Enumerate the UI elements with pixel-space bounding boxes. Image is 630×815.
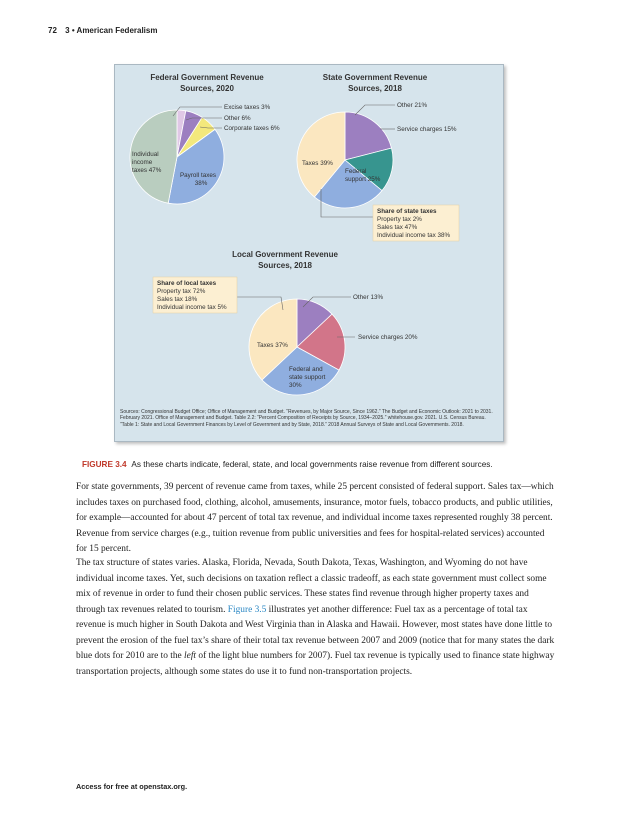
local-share-line-3: Individual income tax 5% [157,304,227,311]
local-share-line-2: Sales tax 18% [157,296,198,303]
revenue-charts [115,65,503,441]
figure-panel [114,64,504,442]
figure-caption [82,460,493,469]
state-federal-label-1: Federal [345,168,367,175]
federal-individual-label-1: Individual [132,151,159,158]
figure-3-5-link[interactable]: Figure 3.5 [227,604,267,615]
federal-title-line1: Federal Government Revenue [150,73,264,82]
federal-chart [130,73,280,204]
state-share-title: Share of state taxes [377,208,437,215]
local-federal-label-3: 30% [289,382,302,389]
chapter-title: 3 • American Federalism [65,26,158,35]
state-title-line1: State Government Revenue [322,73,428,82]
federal-individual-label-3: taxes 47% [132,167,162,174]
page-header [48,26,157,35]
state-title-line2: Sources, 2018 [348,84,402,93]
page-number: 72 [48,26,57,35]
federal-corporate-label: Corporate taxes 6% [224,125,280,132]
figure-caption-text: As these charts indicate, federal, state, and local governments raise revenue from different sources. [131,460,493,469]
local-title-line1: Local Government Revenue [232,250,338,259]
federal-title-line2: Sources, 2020 [180,84,234,93]
local-other-label: Other 13% [353,294,384,301]
federal-payroll-label-2: 38% [194,180,208,187]
local-taxes-label: Taxes 37% [257,342,288,349]
federal-other-label: Other 6% [224,115,251,122]
paragraph-2-part-a: The tax structure of states varies. Alaska, Florida, Nevada, South Dakota, Texas, Washington, and Wyoming do not have individual income taxes. Yet, such decisions on taxation reflect a classic tradeoff, as each state government must collect some mix of revenue in order to fund their chosen public services. These states find revenue through higher property taxes and through tax revenues related to tourism. [76,558,547,615]
paragraph-2-part-c: of the light blue numbers for 2007). Fuel tax revenue is typically used to finance state highway transportation projects, although some states do use it to fund non-transportation projects. [76,651,555,677]
federal-payroll-label-1: Payroll taxes [179,172,217,179]
federal-excise-label: Excise taxes 3% [224,104,271,111]
figure-sources: Sources: Congressional Budget Office; Office of Management and Budget. “Revenues, by Major Source, Since 1962.” The Budget and Economic Outlook: 2021 to 2031. February 2021. Office of Management and Budget. Table 2.2: “Percent Composition of Receipts by Source, 1934–2025.” whitehouse.gov. 2021. U.S. Census Bureau. “Table 1: State and Local Government Finances by Level of Government and by State, 2018.” 2018 Annual Surveys of State and Local Governments. 2018. [120,409,493,428]
local-share-title: Share of local taxes [157,280,217,287]
state-share-line-1: Property tax 2% [377,216,422,223]
local-title-line2: Sources, 2018 [258,261,312,270]
state-share-line-2: Sales tax 47% [377,224,418,231]
state-federal-label-2: support 25% [345,176,381,183]
state-share-line-3: Individual income tax 38% [377,232,451,239]
state-other-leader [355,105,395,115]
figure-label: FIGURE 3.4 [82,460,127,469]
state-taxes-label: Taxes 39% [302,160,333,167]
federal-individual-label-2: income [132,159,153,166]
paragraph-2 [76,556,556,680]
local-service-label: Service charges 20% [358,334,418,341]
paragraph-2-part-b: illustrates yet another difference: Fuel tax as a percentage of total tax revenue is much higher in South Dakota and West Virginia than in Alaska and Hawaii. However, most states have done little to prevent the erosion of the fuel tax’s share of their total tax revenue between 2007 and 2009 (notice that for many states the dark blue dots for 2010 are to the [76,604,555,661]
footer-access-text: Access for free at openstax.org. [76,782,188,791]
paragraph-1: For state governments, 39 percent of revenue came from taxes, while 25 percent consisted of federal support. Sales tax—which includes taxes on purchased food, clothing, alcohol, amusements, insurance, motor fuels, tobacco products, and public utilities, for example—accounted for about 47 percent of total tax revenue, and individual income taxes represented roughly 38 percent. Revenue from service charges (e.g., tuition revenue from public universities and fees for hospital-related services) accounted for 15 percent. [76,482,554,554]
local-share-line-1: Property tax 72% [157,288,206,295]
local-federal-label-2: state support [289,374,326,381]
local-federal-label-1: Federal and [289,366,323,373]
state-service-label: Service charges 15% [397,126,457,133]
state-chart [297,73,459,241]
state-other-label: Other 21% [397,102,428,109]
paragraph-2-emphasis: left [184,651,197,661]
local-chart [153,250,418,395]
